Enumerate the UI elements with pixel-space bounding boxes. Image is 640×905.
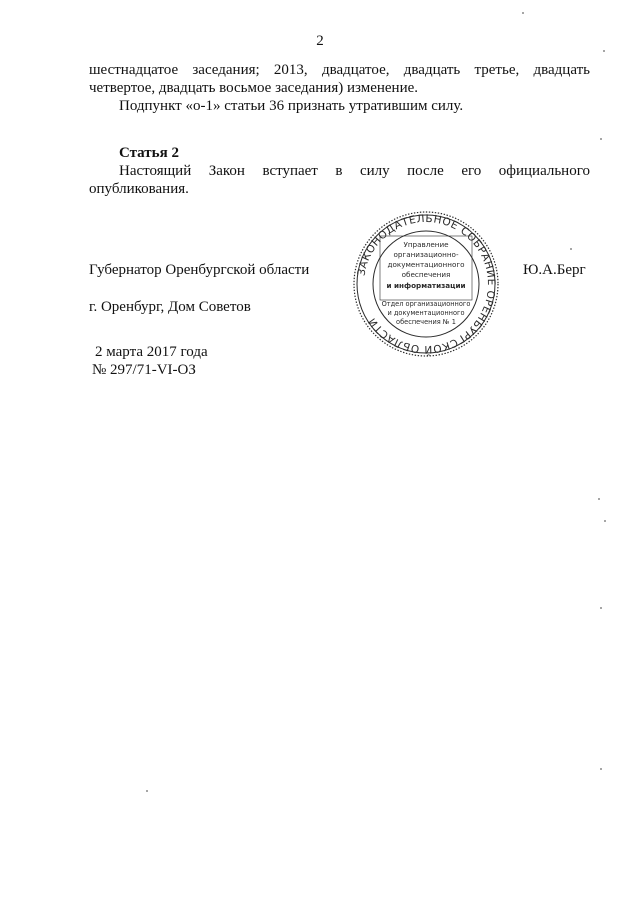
scan-artifact [600, 607, 602, 609]
seal-inner-line4: обеспечения [401, 270, 451, 279]
scan-artifact [146, 790, 148, 792]
signing-date: 2 марта 2017 года [95, 344, 208, 360]
seal-inner-line7: и документационного [387, 309, 465, 317]
scan-artifact [603, 50, 605, 52]
scan-artifact [604, 520, 606, 522]
paragraph-entry-into-force-line2: опубликования. [89, 181, 189, 197]
paragraph-entry-into-force-line1: Настоящий Закон вступает в силу после его официального [119, 163, 590, 179]
signatory-position: Губернатор Оренбургской области [89, 262, 310, 278]
scan-artifact [570, 248, 572, 250]
seal-inner-line8: обеспечения № 1 [396, 318, 456, 326]
scan-artifact [522, 12, 524, 14]
paragraph-subitem-repeal: Подпункт «о-1» статьи 36 признать утратившим силу. [119, 98, 464, 114]
seal-inner-line6: Отдел организационного [381, 300, 471, 308]
seal-inner-line5: и информатизации [386, 281, 466, 290]
scan-artifact [598, 498, 600, 500]
signing-place: г. Оренбург, Дом Советов [89, 299, 251, 315]
scan-artifact [600, 138, 602, 140]
signatory-name: Ю.А.Берг [523, 262, 586, 278]
seal-outer-text: ЗАКОНОДАТЕЛЬНОЕ СОБРАНИЕ ОРЕНБУРГСКОЙ ОБЛАСТИ [355, 212, 498, 356]
seal-inner-line3: документационного [387, 260, 465, 269]
seal-inner-line1: Управление [403, 240, 449, 249]
official-seal [352, 210, 500, 358]
paragraph-continuation-line2: четвертое, двадцать восьмое заседания) изменение. [89, 80, 419, 96]
seal-inner-line2: организационно- [393, 250, 459, 259]
scan-artifact [600, 768, 602, 770]
paragraph-continuation-line1: шестнадцатое заседания; 2013, двадцатое, двадцать третье, двадцать [89, 62, 590, 78]
article-heading: Статья 2 [119, 145, 179, 161]
law-number: № 297/71-VI-ОЗ [92, 362, 196, 378]
page-number: 2 [316, 33, 324, 49]
